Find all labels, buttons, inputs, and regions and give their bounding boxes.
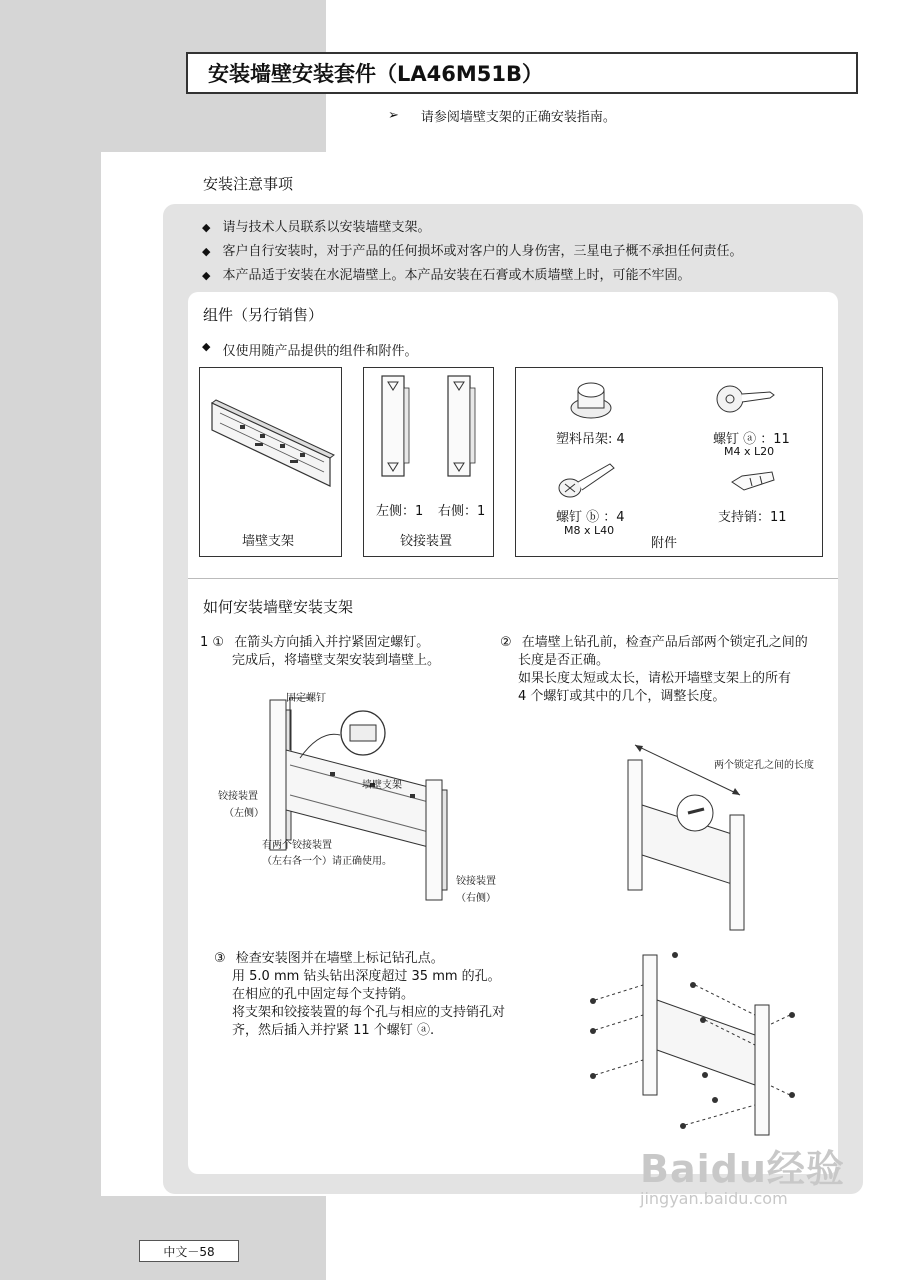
fix-screw-label: 固定螺钉 [286,693,326,704]
hinge-right-side-label: （右侧） [456,893,496,904]
background-strip-bottom [101,1196,326,1280]
components-title: 组件（另行销售） [203,306,324,324]
accessories-caption: 附件 [651,536,678,551]
step-2-number: ② [500,635,512,650]
list-item: ◆ 本产品适于安装在水泥墙壁上。本产品安装在石膏或木质墙壁上时，可能不牢固。 [202,264,742,288]
step-1-number: 1 ① [200,635,225,650]
length-label: 两个锁定孔之间的长度 [714,760,814,771]
hinge-right-count: 右侧：1 [438,504,486,519]
diamond-bullet-icon: ◆ [202,269,211,282]
wall-bracket-illustration [200,368,341,518]
section-divider [188,578,838,579]
diamond-bullet-icon: ◆ [202,221,211,234]
hanger-label: 塑料吊架: 4 [556,432,625,447]
wall-bracket-caption: 墙壁支架 [242,534,295,549]
background-strip-left [0,152,101,1280]
hinge-box [363,367,494,557]
wall-bracket-box [199,367,342,557]
diagram-step-3 [575,945,805,1145]
step-2-text: ② 在墙壁上钻孔前，检查产品后部两个锁定孔之间的 长度是否正确。 如果长度太短或太长，请松开墙壁支架上的所有 4 个螺钉或其中的几个，调整长度。 [500,635,808,704]
screw-b-size: M8 x L40 [564,524,615,537]
install-note-text: 请参阅墙壁支架的正确安装指南。 [420,110,616,125]
howto-title: 如何安装墙壁安装支架 [203,598,354,616]
hinge-caption: 铰接装置 [400,534,453,549]
hinge-right-label: 铰接装置 [456,876,496,887]
watermark-url: jingyan.baidu.com [640,1189,788,1208]
arrow-icon: ➢ [388,108,399,123]
precautions-list [202,216,742,288]
watermark [640,1138,845,1208]
screw-b-icon [556,460,618,500]
precautions-title: 安装注意事项 [203,175,294,193]
hinge-illustration [364,368,493,483]
list-item: ◆ 客户自行安装时，对于产品的任何损坏或对客户的人身伤害，三星电子概不承担任何责任。 [202,240,742,264]
install-note [388,106,616,125]
hinge-left-side-label: （左侧） [224,808,264,819]
two-hinges-note-2: （左右各一个）请正确使用。 [262,856,392,867]
diamond-bullet-icon: ◆ [202,340,211,353]
screw-a-label: 螺钉 ⓐ ：11 [713,432,790,447]
accessories-box [515,367,823,557]
page-title: 安装墙壁安装套件（LA46M51B） [186,52,858,94]
screw-b-label: 螺钉 ⓑ ：4 [556,510,625,525]
list-item: ◆ 请与技术人员联系以安装墙壁支架。 [202,216,742,240]
wall-bracket-label: 墙壁支架 [362,780,402,791]
components-note: ◆ 仅使用随产品提供的组件和附件。 [202,340,418,359]
hinge-left-label: 铰接装置 [218,791,258,802]
anchor-label: 支持销：11 [718,510,787,525]
watermark-logo: Baidu经验 [640,1147,845,1191]
plastic-hanger-icon [568,376,614,422]
hinge-left-count: 左侧：1 [376,504,424,519]
step-3-text: ③ 检查安装图并在墙壁上标记钻孔点。 用 5.0 mm 钻头钻出深度超过 35 mm 的孔。 在相应的孔中固定每个支持销。 将支架和铰接装置的每个孔与相应的支持销孔对 齐，然后插入并拧紧 11 个螺钉 ⓐ. [214,951,506,1038]
screw-a-size: M4 x L20 [724,445,775,458]
step-3-number: ③ [214,951,226,966]
two-hinges-note-1: 有两个铰接装置 [262,840,332,851]
step-1-text: 1 ① 在箭头方向插入并拧紧固定螺钉。 完成后，将墙壁支架安装到墙壁上。 [200,635,441,668]
diamond-bullet-icon: ◆ [202,245,211,258]
screw-a-icon [714,382,776,414]
anchor-icon [728,466,778,498]
page-number: 中文－58 [139,1240,239,1262]
